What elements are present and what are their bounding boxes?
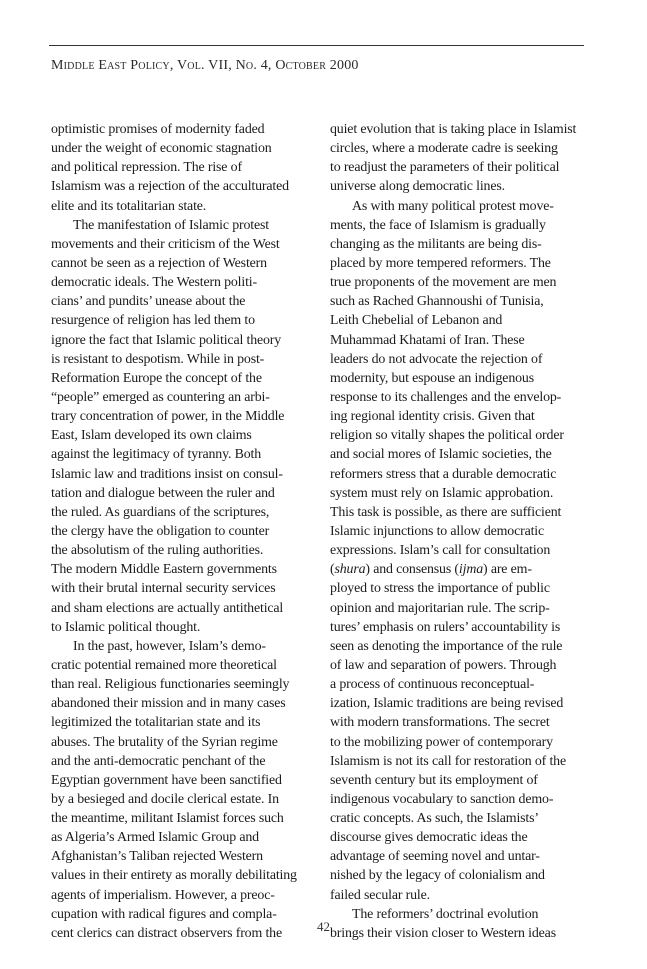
header-rule	[49, 45, 584, 46]
text-line: such as Rached Ghannoushi of Tunisia,	[330, 294, 544, 310]
text-line: ployed to stress the importance of public	[330, 581, 550, 597]
text-line: indigenous vocabulary to sanction demo-	[330, 791, 554, 807]
text-line: legitimized the totalitarian state and its	[51, 715, 261, 731]
text-line: opinion and majoritarian rule. The scrip-	[330, 600, 550, 616]
running-head: Middle East Policy, Vol. VII, No. 4, October 2000	[51, 58, 359, 73]
text-line: ignore the fact that Islamic political theory	[51, 332, 282, 348]
text-line: (shura) and consensus (ijma) are em-	[330, 562, 532, 578]
text-line: to Islamic political thought.	[51, 619, 201, 635]
text-line: Muhammad Khatami of Iran. These	[330, 332, 525, 348]
text-line: Islamic injunctions to allow democratic	[330, 523, 545, 539]
text-line: under the weight of economic stagnation	[51, 141, 272, 157]
text-line: ization, Islamic traditions are being revised	[330, 696, 564, 712]
text-line: advantage of seeming novel and untar-	[330, 849, 540, 865]
text-line: discourse gives democratic ideas the	[330, 830, 528, 846]
text-line: quiet evolution that is taking place in Islamist	[330, 122, 577, 137]
text-line: with their brutal internal security services	[51, 581, 276, 597]
text-line: cratic potential remained more theoretical	[51, 657, 277, 673]
text-line: universe along democratic lines.	[330, 179, 505, 195]
text-line: placed by more tempered reformers. The	[330, 255, 551, 271]
text-line: democratic ideals. The Western politi-	[51, 275, 257, 291]
text-line: cannot be seen as a rejection of Western	[51, 255, 267, 271]
text-line: cians’ and pundits’ unease about the	[51, 294, 246, 310]
text-line: As with many political protest move-	[352, 198, 554, 214]
text-line: Islamism is not its call for restoration of the	[330, 753, 566, 769]
text-line: ing regional identity crisis. Given that	[330, 409, 535, 425]
text-line: nished by the legacy of colonialism and	[330, 868, 545, 884]
text-line: Islamic law and traditions insist on consul-	[51, 466, 283, 482]
text-line: leaders do not advocate the rejection of	[330, 351, 543, 367]
text-line: cupation with radical figures and compla-	[51, 906, 277, 922]
text-line: East, Islam developed its own claims	[51, 428, 252, 444]
text-line: abuses. The brutality of the Syrian regime	[51, 734, 278, 750]
text-line: and the anti-democratic penchant of the	[51, 753, 266, 769]
text-line: seen as denoting the importance of the rule	[330, 638, 563, 654]
text-line: cratic concepts. As such, the Islamists’	[330, 811, 539, 827]
text-line: and sham elections are actually antithetical	[51, 600, 284, 616]
text-line: response to its challenges and the envelop-	[330, 389, 562, 405]
text-line: is resistant to despotism. While in post-	[51, 351, 265, 367]
text-line: “people” emerged as countering an arbi-	[51, 389, 270, 405]
left-column	[51, 120, 319, 943]
text-line: agents of imperialism. However, a preoc-	[51, 887, 275, 903]
text-line: tures’ emphasis on rulers’ accountability is	[330, 619, 561, 635]
text-line: tation and dialogue between the ruler and	[51, 485, 275, 501]
text-line: In the past, however, Islam’s demo-	[73, 638, 266, 654]
text-line: the ruled. As guardians of the scriptures,	[51, 504, 270, 520]
text-line: resurgence of religion has led them to	[51, 313, 255, 329]
text-line: the meantime, militant Islamist forces such	[51, 811, 284, 827]
text-line: movements and their criticism of the West	[51, 236, 280, 252]
text-line: Reformation Europe the concept of the	[51, 370, 262, 386]
text-line: with modern transformations. The secret	[330, 715, 550, 731]
text-line: modernity, but espouse an indigenous	[330, 370, 534, 386]
text-line: changing as the militants are being dis-	[330, 236, 542, 252]
text-line: optimistic promises of modernity faded	[51, 122, 265, 137]
text-line: religion so vitally shapes the political order	[330, 428, 564, 444]
text-line: a process of continuous reconceptual-	[330, 677, 535, 693]
text-line: cent clerics can distract observers from the	[51, 925, 282, 941]
text-line: values in their entirety as morally debilitating	[51, 868, 297, 884]
text-line: reformers stress that a durable democratic	[330, 466, 557, 482]
text-line: of law and separation of powers. Through	[330, 657, 557, 673]
text-line: by a besieged and docile clerical estate. In	[51, 791, 279, 807]
text-line: to the mobilizing power of contemporary	[330, 734, 553, 750]
text-line: brings their vision closer to Western ideas	[330, 925, 556, 941]
text-line: the absolutism of the ruling authorities.	[51, 543, 264, 559]
text-line: Egyptian government have been sanctified	[51, 772, 282, 788]
text-line: Leith Chebelial of Lebanon and	[330, 313, 503, 329]
right-column	[330, 120, 598, 943]
page-number: 42	[317, 919, 330, 934]
text-line: ments, the face of Islamism is gradually	[330, 217, 546, 233]
text-line: expressions. Islam’s call for consultation	[330, 543, 551, 559]
text-line: circles, where a moderate cadre is seeking	[330, 141, 558, 157]
text-line: Afghanistan’s Taliban rejected Western	[51, 849, 263, 865]
text-line: failed secular rule.	[330, 887, 430, 903]
text-line: Islamism was a rejection of the acculturated	[51, 179, 289, 195]
text-line: system must rely on Islamic approbation.	[330, 485, 554, 501]
text-line: to readjust the parameters of their political	[330, 160, 560, 176]
text-line: This task is possible, as there are sufficient	[330, 504, 562, 520]
text-line: as Algeria’s Armed Islamic Group and	[51, 830, 259, 846]
text-line: elite and its totalitarian state.	[51, 198, 207, 214]
text-line: seventh century but its employment of	[330, 772, 538, 788]
text-line: The modern Middle Eastern governments	[51, 562, 277, 578]
text-line: trary concentration of power, in the Middle	[51, 409, 285, 425]
text-line: the clergy have the obligation to counter	[51, 523, 270, 539]
text-line: The reformers’ doctrinal evolution	[352, 906, 539, 922]
text-line: than real. Religious functionaries seemingly	[51, 677, 290, 693]
text-line: and social mores of Islamic societies, the	[330, 447, 552, 463]
text-line: against the legitimacy of tyranny. Both	[51, 447, 262, 463]
text-line: true proponents of the movement are men	[330, 275, 557, 291]
text-line: The manifestation of Islamic protest	[73, 217, 269, 233]
text-line: and political repression. The rise of	[51, 160, 242, 176]
text-line: abandoned their mission and in many cases	[51, 696, 286, 712]
